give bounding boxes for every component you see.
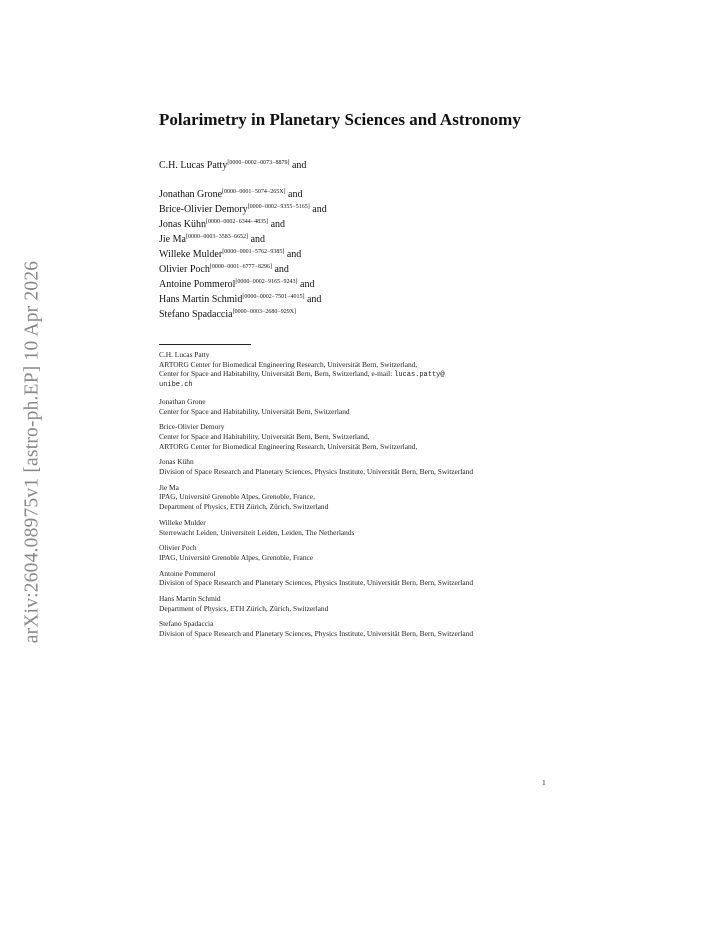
author-name: Jonathan Grone xyxy=(159,189,223,200)
paper-title: Polarimetry in Planetary Sciences and Astronomy xyxy=(159,110,521,129)
affiliation-patty xyxy=(159,350,551,391)
orcid-id[interactable]: [0000−0003−3583−6652] xyxy=(185,234,249,240)
author-entry xyxy=(159,261,327,276)
affiliation-line: Sterrewacht Leiden, Universiteit Leiden, Leiden, The Netherlands xyxy=(159,527,355,537)
author-name: Jie Ma xyxy=(159,234,186,245)
affiliation-line: IPAG, Université Grenoble Alpes, Grenoble, France xyxy=(159,552,314,562)
author-entry xyxy=(159,246,327,261)
affiliation-line: Division of Space Research and Planetary Sciences, Physics Institute, Universität Bern, Bern, Switzerland xyxy=(159,578,474,588)
author-name: Olivier Poch xyxy=(159,264,210,275)
affiliation-line: Center for Space and Habitability, Universität Bern, Switzerland xyxy=(159,406,350,416)
author-conjunction: and xyxy=(284,249,302,260)
affiliation-author-name: Brice-Olivier Demory xyxy=(159,422,225,432)
author-name: Brice-Olivier Demory xyxy=(159,204,248,215)
author-name: Antoine Pommerol xyxy=(159,279,236,290)
affiliation-line: Center for Space and Habitability, Universität Bern, Bern, Switzerland, e-mail: lucas.patty@ xyxy=(159,369,445,380)
affiliation-line: Division of Space Research and Planetary Sciences, Physics Institute, Universität Bern, Bern, Switzerland xyxy=(159,467,474,477)
orcid-id[interactable]: [0000−0002−9355−5165] xyxy=(247,204,310,210)
author-conjunction: and xyxy=(297,279,315,290)
author-entry xyxy=(159,186,327,201)
orcid-id[interactable]: [0000−0002−9165−9243] xyxy=(235,279,298,285)
author-conjunction: and xyxy=(271,264,289,275)
author-list xyxy=(159,157,327,321)
affiliation-line: ARTORG Center for Biomedical Engineering Research, Universität Bern, Switzerland, xyxy=(159,359,418,369)
affiliation-author-name: Jonas Kühn xyxy=(159,457,194,467)
author-name: C.H. Lucas Patty xyxy=(159,160,228,171)
author-conjunction: and xyxy=(289,160,307,171)
author-conjunction: and xyxy=(268,219,286,230)
email-link[interactable]: lucas.patty@ xyxy=(394,371,445,380)
author-conjunction: and xyxy=(309,204,327,215)
author-entry xyxy=(159,306,327,321)
author-entry xyxy=(159,291,327,306)
affiliation-author-name: Jie Ma xyxy=(159,482,179,492)
author-conjunction: and xyxy=(285,189,303,200)
affiliation-author-name: Stefano Spadaccia xyxy=(159,619,214,629)
author-entry xyxy=(159,216,327,231)
footnote-rule xyxy=(159,344,251,345)
orcid-id[interactable]: [0000−0001−5074−265X] xyxy=(222,189,286,195)
arxiv-stamp xyxy=(18,232,46,672)
email-link-continued[interactable]: unibe.ch xyxy=(159,381,193,390)
orcid-id[interactable]: [0000−0001−5762−9385] xyxy=(222,249,285,255)
affiliation-line: IPAG, Université Grenoble Alpes, Grenoble, France, xyxy=(159,492,315,502)
affiliation-author-name: Hans Martin Schmid xyxy=(159,594,221,604)
affiliation-author-name: Antoine Pommerol xyxy=(159,568,216,578)
page-number: 1 xyxy=(542,778,546,787)
affiliation-spadaccia xyxy=(159,619,551,638)
author-entry xyxy=(159,231,327,246)
affiliation-kuhn xyxy=(159,457,551,476)
author-name: Willeke Mulder xyxy=(159,249,223,260)
author-name: Stefano Spadaccia xyxy=(159,309,233,320)
author-entry xyxy=(159,201,327,216)
affiliation-demory xyxy=(159,422,551,451)
orcid-id[interactable]: [0000−0002−0073−8879] xyxy=(227,160,290,166)
affiliation-author-name: C.H. Lucas Patty xyxy=(159,350,210,359)
affiliation-list xyxy=(159,350,551,645)
affiliation-line: Department of Physics, ETH Zürich, Zürich, Switzerland xyxy=(159,502,329,512)
affiliation-author-name: Jonathan Grone xyxy=(159,396,206,406)
author-name: Hans Martin Schmid xyxy=(159,294,243,305)
affiliation-line: Division of Space Research and Planetary Sciences, Physics Institute, Universität Bern, Bern, Switzerland xyxy=(159,629,474,639)
affiliation-pommerol xyxy=(159,569,551,588)
author-conjunction: and xyxy=(304,294,322,305)
affiliation-line: Department of Physics, ETH Zürich, Zürich, Switzerland xyxy=(159,603,329,613)
affiliation-schmid xyxy=(159,594,551,613)
arxiv-identifier: arXiv:2604.08975v1 [astro-ph.EP] 10 Apr 2026 xyxy=(21,260,43,644)
orcid-id[interactable]: [0000−0001−6777−8296] xyxy=(209,264,272,270)
affiliation-author-name: Olivier Poch xyxy=(159,543,197,553)
orcid-id[interactable]: [0000−0003−2680−929X] xyxy=(232,309,297,315)
author-name: Jonas Kühn xyxy=(159,219,206,230)
affiliation-mulder xyxy=(159,518,551,537)
orcid-id[interactable]: [0000−0002−7501−4015] xyxy=(242,294,305,300)
affiliation-line: Center for Space and Habitability, Universität Bern, Bern, Switzerland, xyxy=(159,431,370,441)
orcid-id[interactable]: [0000−0002−6344−4835] xyxy=(205,219,269,225)
author-entry xyxy=(159,276,327,291)
affiliation-ma xyxy=(159,483,551,512)
author-entry xyxy=(159,157,327,172)
affiliation-line: ARTORG Center for Biomedical Engineering Research, Universität Bern, Switzerland, xyxy=(159,441,418,451)
author-conjunction: and xyxy=(248,234,266,245)
affiliation-author-name: Willeke Mulder xyxy=(159,517,206,527)
affiliation-grone xyxy=(159,397,551,416)
affiliation-poch xyxy=(159,543,551,562)
